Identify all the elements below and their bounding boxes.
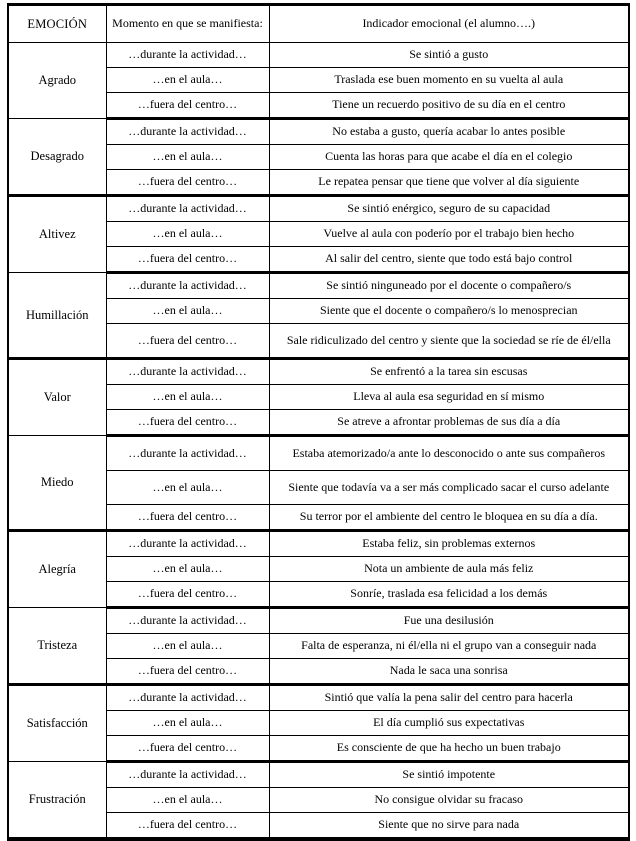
header-row [8,5,629,43]
moment-cell: …fuera del centro… [106,505,269,531]
indicator-cell: El día cumplió sus expectativas [269,711,629,736]
indicator-cell: Vuelve al aula con poderío por el trabajo bien hecho [269,222,629,247]
moment-cell: …durante la actividad… [106,685,269,711]
moment-cell: …fuera del centro… [106,410,269,436]
moment-cell: …en el aula… [106,788,269,813]
moment-cell: …fuera del centro… [106,582,269,608]
indicator-cell: Se enfrentó a la tarea sin escusas [269,359,629,385]
column-header-emotion: EMOCIÓN [8,5,106,43]
emotion-label-alegria: Alegría [8,531,106,608]
moment-cell: …durante la actividad… [106,359,269,385]
moment-cell: …en el aula… [106,471,269,505]
indicator-cell: Nota un ambiente de aula más feliz [269,557,629,582]
moment-cell: …durante la actividad… [106,43,269,68]
indicator-cell: Estaba feliz, sin problemas externos [269,531,629,557]
moment-cell: …en el aula… [106,711,269,736]
indicator-cell: Se sintió ninguneado por el docente o compañero/s [269,273,629,299]
indicator-cell: Traslada ese buen momento en su vuelta al aula [269,68,629,93]
emotion-label-miedo: Miedo [8,436,106,531]
emotion-label-agrado: Agrado [8,43,106,119]
moment-cell: …fuera del centro… [106,170,269,196]
emotion-label-valor: Valor [8,359,106,436]
moment-cell: …en el aula… [106,299,269,324]
moment-cell: …en el aula… [106,145,269,170]
moment-cell: …en el aula… [106,634,269,659]
moment-cell: …fuera del centro… [106,93,269,119]
column-header-indicator: Indicador emocional (el alumno….) [269,5,629,43]
indicator-cell: Al salir del centro, siente que todo está bajo control [269,247,629,273]
indicator-cell: Tiene un recuerdo positivo de su día en el centro [269,93,629,119]
indicator-cell: Es consciente de que ha hecho un buen trabajo [269,736,629,762]
emotion-label-satisfaccion: Satisfacción [8,685,106,762]
emotion-indicator-table [7,3,630,841]
moment-cell: …durante la actividad… [106,762,269,788]
indicator-cell: Se sintió a gusto [269,43,629,68]
indicator-cell: No consigue olvidar su fracaso [269,788,629,813]
table-row [8,273,629,299]
indicator-cell: Nada le saca una sonrisa [269,659,629,685]
indicator-cell: Lleva al aula esa seguridad en sí mismo [269,385,629,410]
moment-cell: …fuera del centro… [106,736,269,762]
table-row [8,43,629,68]
table-row [8,531,629,557]
indicator-cell: Cuenta las horas para que acabe el día en el colegio [269,145,629,170]
moment-cell: …fuera del centro… [106,659,269,685]
table-header [8,5,629,43]
moment-cell: …durante la actividad… [106,531,269,557]
indicator-cell: Se atreve a afrontar problemas de sus día a día [269,410,629,436]
emotion-label-frustracion: Frustración [8,762,106,840]
indicator-cell: Sonríe, traslada esa felicidad a los demás [269,582,629,608]
indicator-cell: Falta de esperanza, ni él/ella ni el grupo van a conseguir nada [269,634,629,659]
table-row [8,608,629,634]
emotion-label-desagrado: Desagrado [8,119,106,196]
moment-cell: …fuera del centro… [106,247,269,273]
table-body [8,43,629,840]
indicator-cell: Siente que el docente o compañero/s lo menosprecian [269,299,629,324]
moment-cell: …fuera del centro… [106,324,269,359]
moment-cell: …fuera del centro… [106,813,269,840]
moment-cell: …durante la actividad… [106,273,269,299]
indicator-cell: No estaba a gusto, quería acabar lo antes posible [269,119,629,145]
table-row [8,119,629,145]
moment-cell: …en el aula… [106,222,269,247]
indicator-cell: Siente que no sirve para nada [269,813,629,840]
emotion-label-tristeza: Tristeza [8,608,106,685]
table-row [8,436,629,471]
indicator-cell: Le repatea pensar que tiene que volver al día siguiente [269,170,629,196]
moment-cell: …en el aula… [106,557,269,582]
column-header-moment: Momento en que se manifiesta: [106,5,269,43]
moment-cell: …durante la actividad… [106,196,269,222]
moment-cell: …en el aula… [106,385,269,410]
moment-cell: …durante la actividad… [106,608,269,634]
table-row [8,359,629,385]
indicator-cell: Se sintió enérgico, seguro de su capacidad [269,196,629,222]
emotion-label-altivez: Altivez [8,196,106,273]
indicator-cell: Sale ridiculizado del centro y siente que la sociedad se ríe de él/ella [269,324,629,359]
indicator-cell: Siente que todavía va a ser más complicado sacar el curso adelante [269,471,629,505]
indicator-cell: Sintió que valía la pena salir del centro para hacerla [269,685,629,711]
moment-cell: …durante la actividad… [106,119,269,145]
emotion-label-humillacion: Humillación [8,273,106,359]
indicator-cell: Estaba atemorizado/a ante lo desconocido o ante sus compañeros [269,436,629,471]
table-row [8,196,629,222]
table-row [8,762,629,788]
indicator-cell: Su terror por el ambiente del centro le bloquea en su día a día. [269,505,629,531]
moment-cell: …durante la actividad… [106,436,269,471]
moment-cell: …en el aula… [106,68,269,93]
indicator-cell: Se sintió impotente [269,762,629,788]
table-row [8,685,629,711]
indicator-cell: Fue una desilusión [269,608,629,634]
